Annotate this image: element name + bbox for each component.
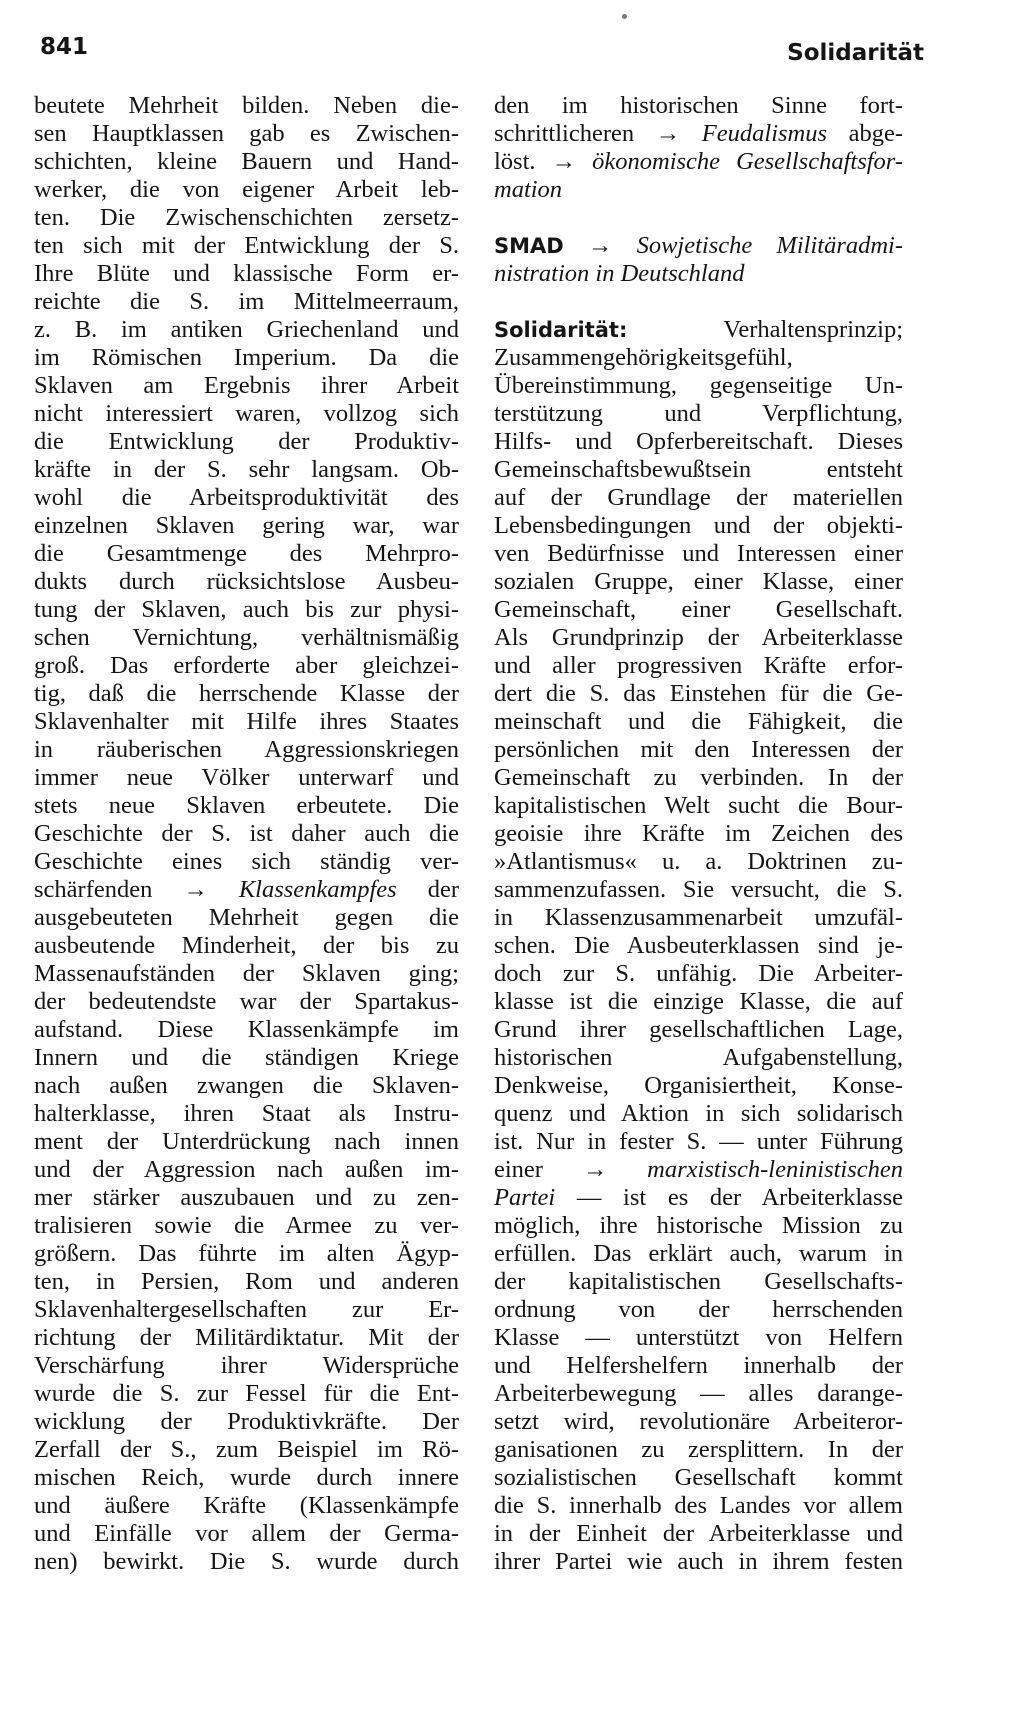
right-column (494, 92, 903, 1576)
cross-reference-arrow-icon: → (587, 232, 613, 259)
cross-reference-feudalismus[interactable]: Feudalismus (701, 120, 828, 147)
text-line: wohl die Arbeitsproduktivität des (34, 484, 459, 511)
text-line: Gemeinschaft zu verbinden. In der (494, 764, 903, 791)
text-line: Massenaufständen der Sklaven ging; (34, 960, 459, 987)
text-line (494, 120, 903, 148)
text-line: größern. Das führte im alten Ägyp- (34, 1240, 459, 1267)
text-line: Übereinstimmung, gegenseitige Un- (494, 372, 903, 399)
text-line: in räuberischen Aggressionskriegen (34, 736, 459, 763)
text-line: Sklavenhalter mit Hilfe ihres Staates (34, 708, 459, 735)
text-line: geoisie ihre Kräfte im Zeichen des (494, 820, 903, 847)
text-line: möglich, ihre historische Mission zu (494, 1212, 903, 1239)
text-line: schen. Die Ausbeuterklassen sind je- (494, 932, 903, 959)
text-line: kapitalistischen Welt sucht die Bour- (494, 792, 903, 819)
text-line: ven Bedürfnisse und Interessen einer (494, 540, 903, 567)
text-line: groß. Das erforderte aber gleichzei- (34, 652, 459, 679)
text-line: der bedeutendste war der Spartakus- (34, 988, 459, 1015)
text-line: der kapitalistischen Gesellschafts- (494, 1268, 903, 1295)
text-run: abge- (827, 120, 903, 147)
text-line: doch zur S. unfähig. Die Arbeiter- (494, 960, 903, 987)
entry-body (494, 344, 903, 1156)
text-line (494, 1184, 903, 1212)
text-line: dert die S. das Einstehen für die Ge- (494, 680, 903, 707)
text-line: aufstand. Diese Klassenkämpfe im (34, 1016, 459, 1043)
text-line: ausgebeuteten Mehrheit gegen die (34, 904, 459, 931)
text-line: Hilfs- und Opferbereitschaft. Dieses (494, 428, 903, 455)
text-line: tig, daß die herrschende Klasse der (34, 680, 459, 707)
text-line: wicklung der Produktivkräfte. Der (34, 1408, 459, 1435)
text-line: wurde die S. zur Fessel für die Ent- (34, 1380, 459, 1407)
text-line: tralisieren sowie die Armee zu ver- (34, 1212, 459, 1239)
text-line: und äußere Kräfte (Klassenkämpfe (34, 1492, 459, 1519)
text-line: Ihre Blüte und klassische Form er- (34, 260, 459, 287)
text-line (494, 1156, 903, 1184)
text-line: Als Grundprinzip der Arbeiterklasse (494, 624, 903, 651)
cross-reference-arrow-icon: → (655, 120, 681, 147)
text-line: quenz und Aktion in sich solidarisch (494, 1100, 903, 1127)
text-line (494, 176, 903, 204)
left-column (34, 92, 459, 1576)
text-run: Verhaltensprinzip; (627, 316, 903, 343)
text-line: Denkweise, Organisiertheit, Konse- (494, 1072, 903, 1099)
text-line: Klasse — unterstützt von Helfern (494, 1324, 903, 1351)
text-run: schärfenden (34, 876, 184, 903)
page-number: 841 (40, 34, 89, 60)
entry-gap (494, 204, 903, 232)
text-line (494, 232, 903, 260)
text-line: sozialistischen Gesellschaft kommt (494, 1464, 903, 1491)
cross-reference-oekonomische-gesellschaftsformation[interactable]: ökonomische Gesellschaftsfor- (592, 148, 903, 175)
text-line: ment der Unterdrückung nach innen (34, 1128, 459, 1155)
text-run: einer (494, 1156, 583, 1183)
text-line: terstützung und Verpflichtung, (494, 400, 903, 427)
print-speck (622, 14, 627, 19)
cross-reference-oekonomische-gesellschaftsformation-cont[interactable]: mation (494, 176, 563, 203)
running-head: Solidarität (787, 40, 924, 66)
text-line: Grund ihrer gesellschaftlichen Lage, (494, 1016, 903, 1043)
text-line: Sklavenhaltergesellschaften zur Er- (34, 1296, 459, 1323)
text-line: historischen Aufgabenstellung, (494, 1044, 903, 1071)
text-line: sen Hauptklassen gab es Zwischen- (34, 120, 459, 147)
text-line: stets neue Sklaven erbeutete. Die (34, 792, 459, 819)
text-line: Zusammengehörigkeitsgefühl, (494, 344, 793, 371)
entry-smad (494, 232, 903, 288)
text-line: Verschärfung ihrer Widersprüche (34, 1352, 459, 1379)
text-line: beutete Mehrheit bilden. Neben die- (34, 92, 459, 119)
text-line: und Einfälle vor allem der Germa- (34, 1520, 459, 1547)
text-line: ihrer Partei wie auch in ihrem festen (494, 1548, 903, 1575)
headword-solidaritaet: Solidarität: (494, 318, 628, 342)
cross-reference-mlp-cont[interactable]: Partei (494, 1184, 556, 1211)
cross-reference-arrow-icon: → (582, 1156, 608, 1183)
text-line (494, 148, 903, 176)
text-line: erfüllen. Das erklärt auch, warum in (494, 1240, 903, 1267)
text-line: Lebensbedingungen und der objekti- (494, 512, 903, 539)
text-line: die Entwicklung der Produktiv- (34, 428, 459, 455)
headword-smad: SMAD (494, 234, 564, 258)
text-line: schen Vernichtung, verhältnismäßig (34, 624, 459, 651)
text-line: immer neue Völker unterwarf und (34, 764, 459, 791)
text-line (494, 316, 903, 344)
text-line: halterklasse, ihren Staat als Instru- (34, 1100, 459, 1127)
text-line: Gemeinschaft, einer Gesellschaft. (494, 596, 903, 623)
cross-reference-arrow-icon: → (551, 148, 577, 175)
text-line: Geschichte der S. ist daher auch die (34, 820, 459, 847)
text-line: sozialen Gruppe, einer Klasse, einer (494, 568, 903, 595)
text-line: meinschaft und die Fähigkeit, die (494, 708, 903, 735)
text-line: Arbeiterbewegung — alles darange- (494, 1380, 903, 1407)
text-line: setzt wird, revolutionäre Arbeiteror- (494, 1408, 903, 1435)
text-line: einzelnen Sklaven gering war, war (34, 512, 459, 539)
text-line: in der Einheit der Arbeiterklasse und (494, 1520, 903, 1547)
text-line: nicht interessiert waren, vollzog sich (34, 400, 459, 427)
text-line: ist. Nur in fester S. — unter Führung (494, 1128, 903, 1155)
text-line: und Helfershelfern innerhalb der (494, 1352, 903, 1379)
text-line: ten sich mit der Entwicklung der S. (34, 232, 459, 259)
text-line: auf der Grundlage der materiellen (494, 484, 903, 511)
text-run: der (396, 876, 459, 903)
cross-reference-smad-cont[interactable]: nistration in Deutschland (494, 260, 745, 287)
text-line: Geschichte eines sich ständig ver- (34, 848, 459, 875)
text-line: reichte die S. im Mittelmeerraum, (34, 288, 459, 315)
text-line: schichten, kleine Bauern und Hand- (34, 148, 459, 175)
text-run: schrittlicheren (494, 120, 656, 147)
text-line: ausbeutende Minderheit, der bis zu (34, 932, 459, 959)
text-line: nach außen zwangen die Sklaven- (34, 1072, 459, 1099)
text-line: »Atlantismus« u. a. Doktrinen zu- (494, 848, 903, 875)
text-run: — ist es der Arbeiterklasse (555, 1184, 903, 1211)
text-line: Sklaven am Ergebnis ihrer Arbeit (34, 372, 459, 399)
entry-solidaritaet (494, 316, 903, 1576)
text-line: und aller progressiven Kräfte erfor- (494, 652, 903, 679)
entry-sklaverei-continued (494, 92, 903, 204)
text-line (34, 876, 459, 904)
text-line: und der Aggression nach außen im- (34, 1156, 459, 1183)
text-line: klasse ist die einzige Klasse, die auf (494, 988, 903, 1015)
text-line: Zerfall der S., zum Beispiel im Rö- (34, 1436, 459, 1463)
text-line: im Römischen Imperium. Da die (34, 344, 459, 371)
text-line: mer stärker auszubauen und zu zen- (34, 1184, 459, 1211)
text-line: Innern und die ständigen Kriege (34, 1044, 459, 1071)
text-line: sammenzufassen. Sie versucht, die S. (494, 876, 903, 903)
text-line: werker, die von eigener Arbeit leb- (34, 176, 459, 203)
cross-reference-klassenkampf[interactable]: Klassenkampfes (238, 876, 397, 903)
text-line: in Klassenzusammenarbeit umzufäl- (494, 904, 903, 931)
text-line: richtung der Militärdiktatur. Mit der (34, 1324, 459, 1351)
text-line: kräfte in der S. sehr langsam. Ob- (34, 456, 459, 483)
text-run: löst. (494, 148, 552, 175)
text-line: den im historischen Sinne fort- (494, 92, 903, 119)
text-line: ten. Die Zwischenschichten zersetz- (34, 204, 459, 231)
text-line: z. B. im antiken Griechenland und (34, 316, 459, 343)
text-line: ten, in Persien, Rom und anderen (34, 1268, 459, 1295)
text-line: tung der Sklaven, auch bis zur physi- (34, 596, 459, 623)
text-line (494, 260, 903, 288)
text-line: die S. innerhalb des Landes vor allem (494, 1492, 903, 1519)
entry-gap (494, 288, 903, 316)
cross-reference-arrow-icon: → (183, 876, 208, 903)
text-line: persönlichen mit den Interessen der (494, 736, 903, 763)
text-line: dukts durch rücksichtslose Ausbeu- (34, 568, 459, 595)
text-line: nen) bewirkt. Die S. wurde durch (34, 1548, 459, 1575)
text-line: Gemeinschaftsbewußtsein entsteht (494, 456, 903, 483)
entry-body (494, 1212, 903, 1576)
cross-reference-mlp[interactable]: marxistisch-leninistischen (647, 1156, 904, 1183)
text-line: ganisationen zu zersplittern. In der (494, 1436, 903, 1463)
cross-reference-smad[interactable]: Sowjetische Militäradmi- (636, 232, 904, 259)
text-line: mischen Reich, wurde durch innere (34, 1464, 459, 1491)
text-line: ordnung von der herrschenden (494, 1296, 903, 1323)
text-line: die Gesamtmenge des Mehrpro- (34, 540, 459, 567)
